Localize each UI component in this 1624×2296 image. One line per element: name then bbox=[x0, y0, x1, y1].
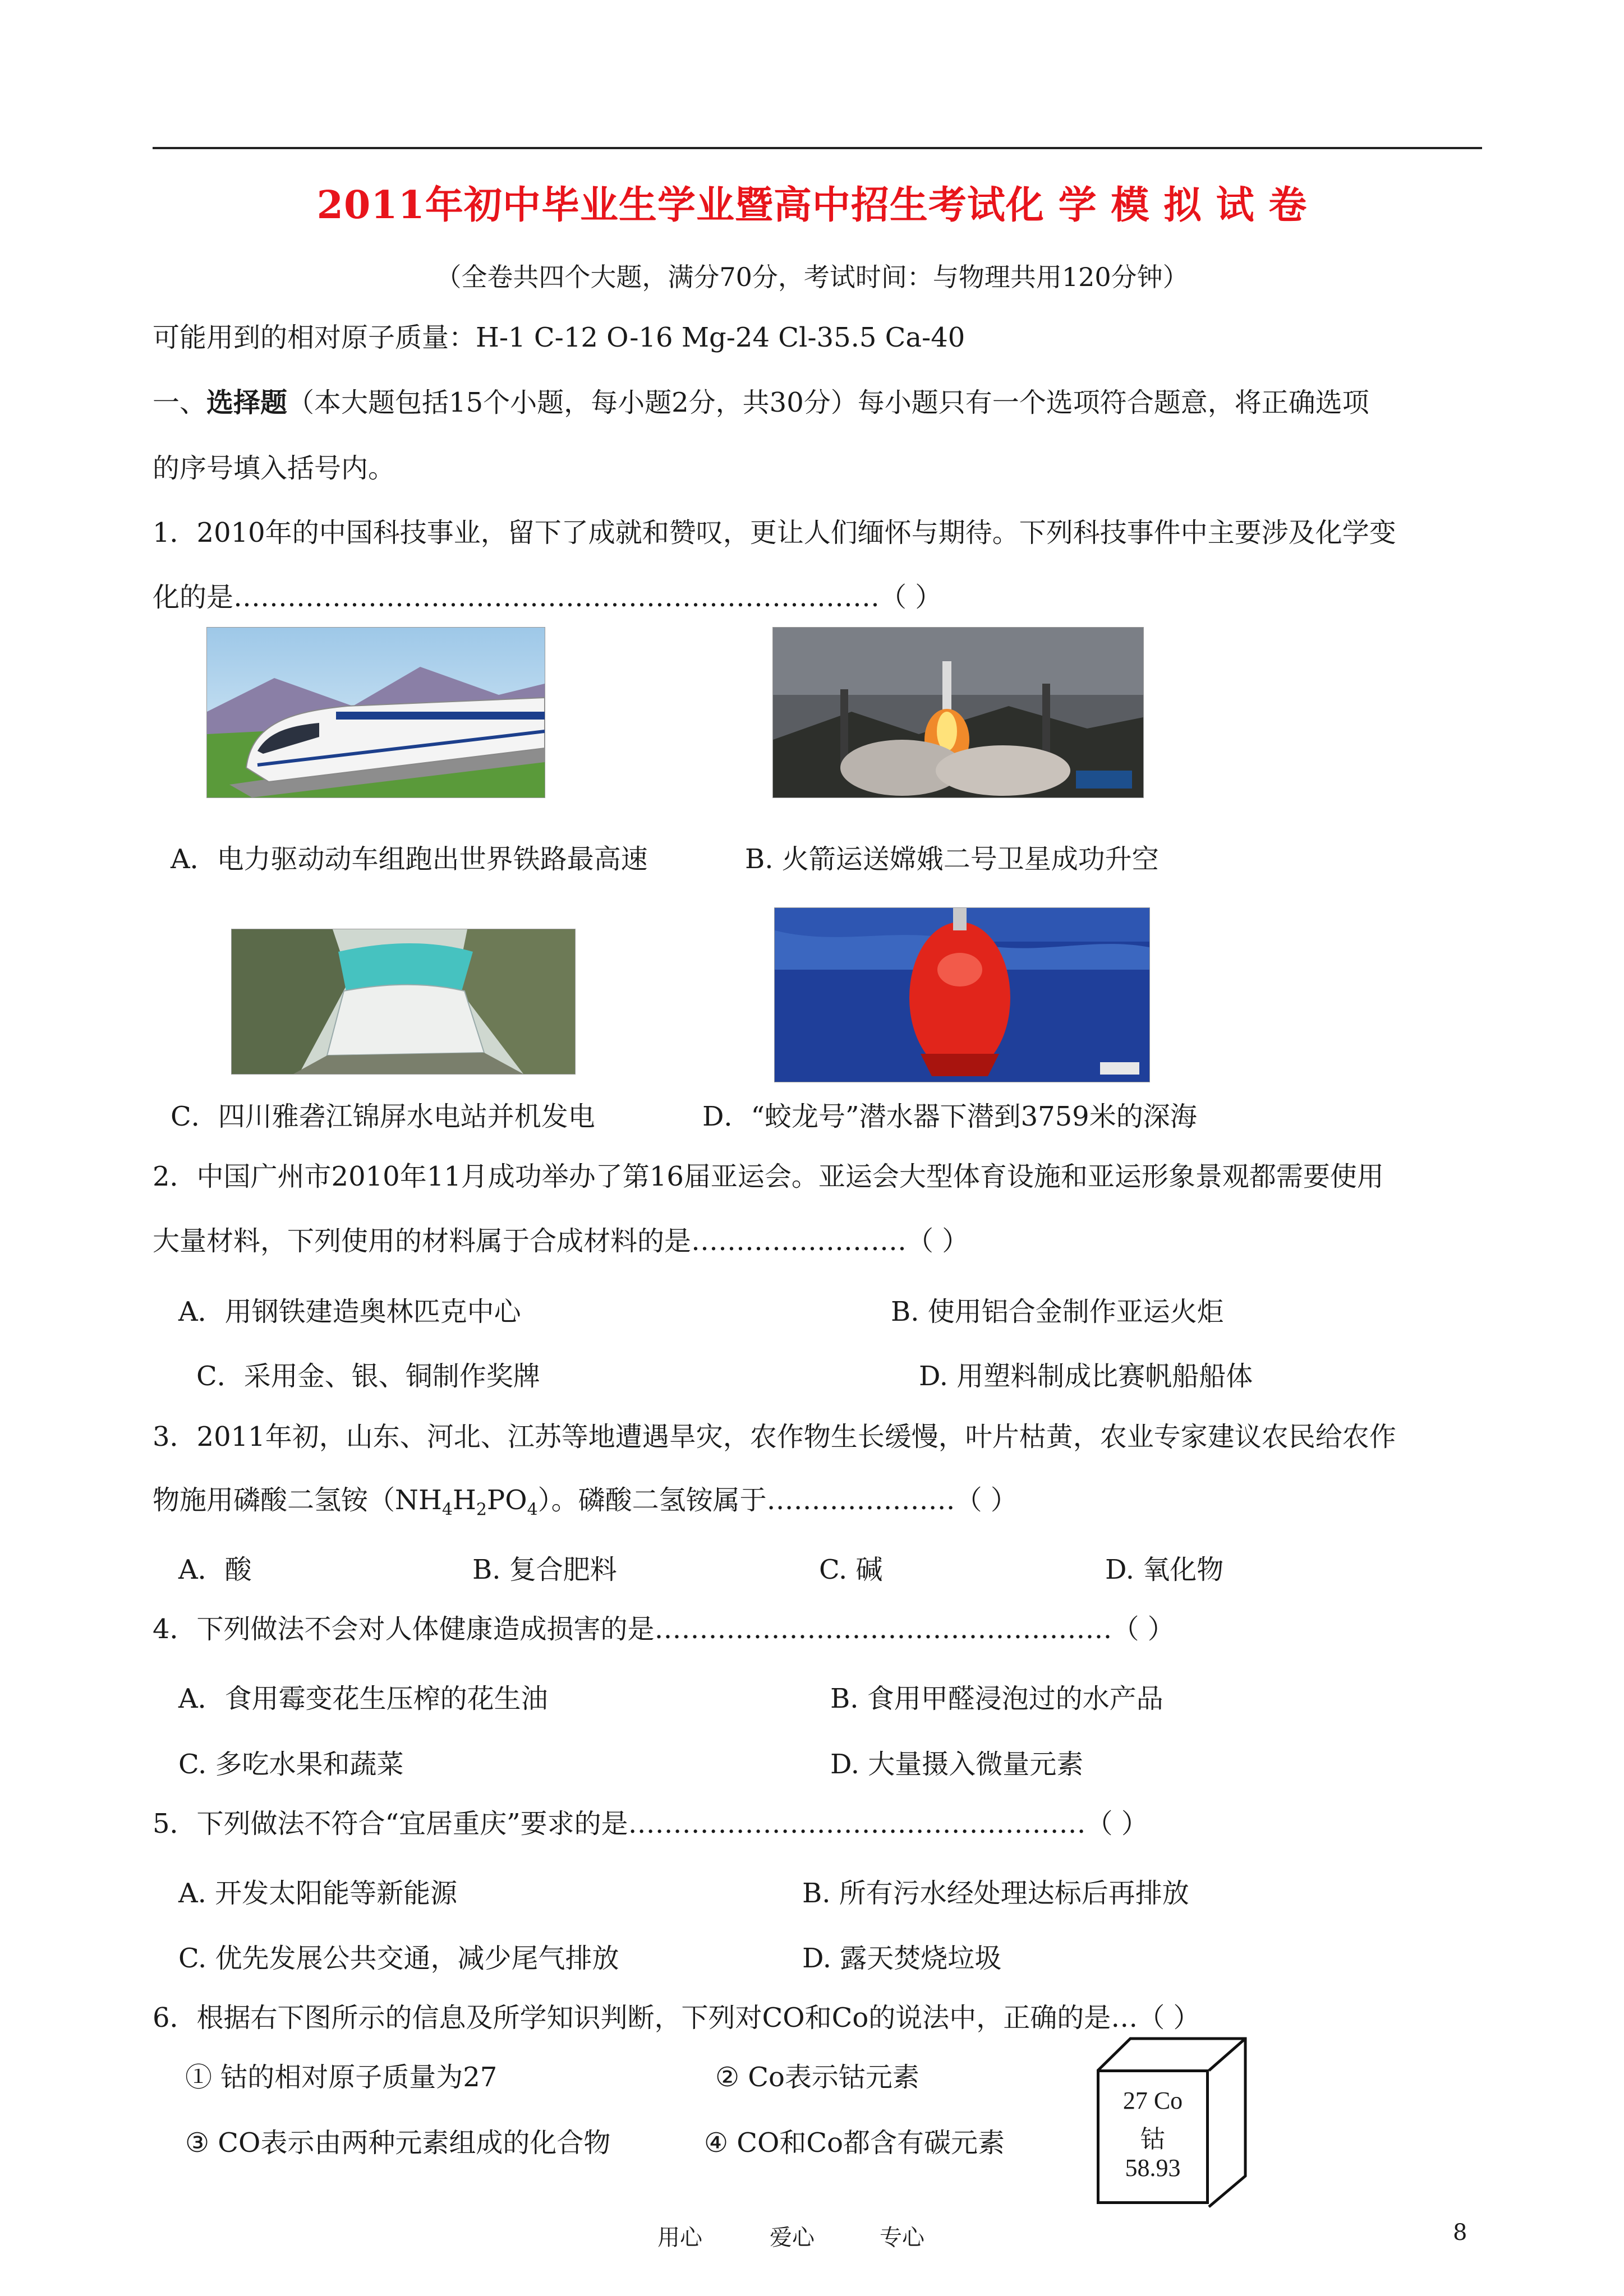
q6-statement-2: ② Co表示钴元素 bbox=[715, 2062, 919, 2093]
q6-stem: 6．根据右下图所示的信息及所学知识判断，下列对CO和Co的说法中，正确的是…（ ） bbox=[153, 2002, 1200, 2034]
q3-formula-po: PO bbox=[486, 1484, 527, 1516]
q1-option-b: B. 火箭运送嫦娥二号卫星成功升空 bbox=[745, 843, 1159, 875]
section-number: 一、 bbox=[153, 387, 207, 418]
q2-option-b: B. 使用铝合金制作亚运火炬 bbox=[891, 1296, 1224, 1327]
q3-option-b: B. 复合肥料 bbox=[472, 1554, 617, 1585]
atomic-masses: 可能用到的相对原子质量：H-1 C-12 O-16 Mg-24 Cl-35.5 Ca-40 bbox=[153, 322, 965, 353]
q2-stem-line2: 大量材料，下列使用的材料属于合成材料的是……………………（ ） bbox=[153, 1225, 969, 1257]
cobalt-name: 钴 bbox=[1140, 2126, 1165, 2153]
q3-option-a: A．酸 bbox=[178, 1554, 252, 1585]
q5-option-d: D. 露天焚烧垃圾 bbox=[802, 1943, 1002, 1974]
q3-sub-2: 2 bbox=[476, 1500, 487, 1520]
q4-option-a: A．食用霉变花生压榨的花生油 bbox=[178, 1683, 548, 1714]
rocket-image bbox=[773, 628, 1143, 797]
q2-option-c: C．采用金、银、铜制作奖牌 bbox=[196, 1361, 540, 1392]
q6-statement-1: ① 钴的相对原子质量为27 bbox=[185, 2062, 498, 2093]
q6-statement-4: ④ CO和Co都含有碳元素 bbox=[704, 2127, 1005, 2159]
submersible-photo bbox=[774, 907, 1150, 1082]
dam-image bbox=[232, 929, 575, 1074]
q4-option-d: D. 大量摄入微量元素 bbox=[830, 1749, 1084, 1780]
q5-option-c: C. 优先发展公共交通，减少尾气排放 bbox=[178, 1943, 619, 1974]
q1-stem-line2: 化的是………………………………………………………………（ ） bbox=[153, 582, 942, 613]
cobalt-atomic-mass: 58.93 bbox=[1125, 2154, 1181, 2182]
footer-motto-3: 专心 bbox=[880, 2225, 924, 2251]
section-instructions: （本大题包括15个小题，每小题2分，共30分）每小题只有一个选项符合题意，将正确选项 bbox=[287, 387, 1369, 418]
footer-motto-1: 用心 bbox=[657, 2225, 702, 2251]
q4-option-b: B. 食用甲醛浸泡过的水产品 bbox=[830, 1683, 1163, 1714]
train-image bbox=[207, 628, 545, 797]
q3-option-c: C. 碱 bbox=[819, 1554, 883, 1585]
q6-statement-3: ③ CO表示由两种元素组成的化合物 bbox=[185, 2127, 611, 2159]
q2-option-a: A．用钢铁建造奥林匹克中心 bbox=[178, 1296, 521, 1327]
q3-option-d: D. 氧化物 bbox=[1105, 1554, 1224, 1585]
q3-sub-4: 4 bbox=[441, 1500, 453, 1520]
q3-stem-line1: 3．2011年初，山东、河北、江苏等地遭遇旱灾，农作物生长缓慢，叶片枯黄，农业专家建议农民给农作 bbox=[153, 1421, 1396, 1453]
q5-option-b: B. 所有污水经处理达标后再排放 bbox=[802, 1878, 1189, 1909]
q3-formula-start: 物施用磷酸二氢铵（NH bbox=[153, 1484, 442, 1516]
rocket-photo bbox=[772, 627, 1144, 798]
q3-stem-end: ）。磷酸二氢铵属于…………………（ ） bbox=[537, 1484, 1018, 1516]
section-intro-line1 bbox=[153, 386, 1369, 419]
exam-subtitle: （全卷共四个大题，满分70分，考试时间：与物理共用120分钟） bbox=[435, 262, 1189, 292]
q2-stem-line1: 2．中国广州市2010年11月成功举办了第16届亚运会。亚运会大型体育设施和亚运形象景观都需要使用 bbox=[153, 1161, 1384, 1192]
q5-stem: 5．下列做法不符合“宜居重庆”要求的是……………………………………………（ ） bbox=[153, 1808, 1148, 1839]
q3-stem-line2 bbox=[153, 1483, 1018, 1527]
section-intro-line2: 的序号填入括号内。 bbox=[153, 453, 395, 484]
q3-sub-4b: 4 bbox=[527, 1500, 538, 1520]
q2-option-d: D. 用塑料制成比赛帆船船体 bbox=[919, 1361, 1253, 1392]
dam-photo bbox=[231, 929, 576, 1075]
q1-option-d: D．“蛟龙号”潜水器下潜到3759米的深海 bbox=[702, 1101, 1197, 1132]
q4-stem: 4．下列做法不会对人体健康造成损害的是……………………………………………（ ） bbox=[153, 1613, 1175, 1645]
page-number: 8 bbox=[1453, 2220, 1467, 2246]
submersible-image bbox=[775, 908, 1149, 1082]
cobalt-atomic-number-symbol: 27 Co bbox=[1122, 2087, 1183, 2114]
footer-motto-2: 爱心 bbox=[770, 2225, 815, 2251]
q4-option-c: C. 多吃水果和蔬菜 bbox=[178, 1749, 404, 1780]
train-photo bbox=[206, 627, 545, 798]
section-name: 选择题 bbox=[206, 387, 288, 418]
q3-formula-h: H bbox=[452, 1484, 476, 1516]
exam-title: 2011年初中毕业生学业暨高中招生考试化 学 模 拟 试 卷 bbox=[316, 183, 1308, 228]
q1-option-a: A．电力驱动动车组跑出世界铁路最高速 bbox=[171, 843, 648, 875]
q1-option-c: C．四川雅砻江锦屏水电站并机发电 bbox=[171, 1101, 595, 1132]
header-rule bbox=[153, 147, 1482, 149]
q1-stem-line1: 1．2010年的中国科技事业，留下了成就和赞叹，更让人们缅怀与期待。下列科技事件中主要涉及化学变 bbox=[153, 517, 1396, 548]
q5-option-a: A. 开发太阳能等新能源 bbox=[178, 1878, 458, 1909]
